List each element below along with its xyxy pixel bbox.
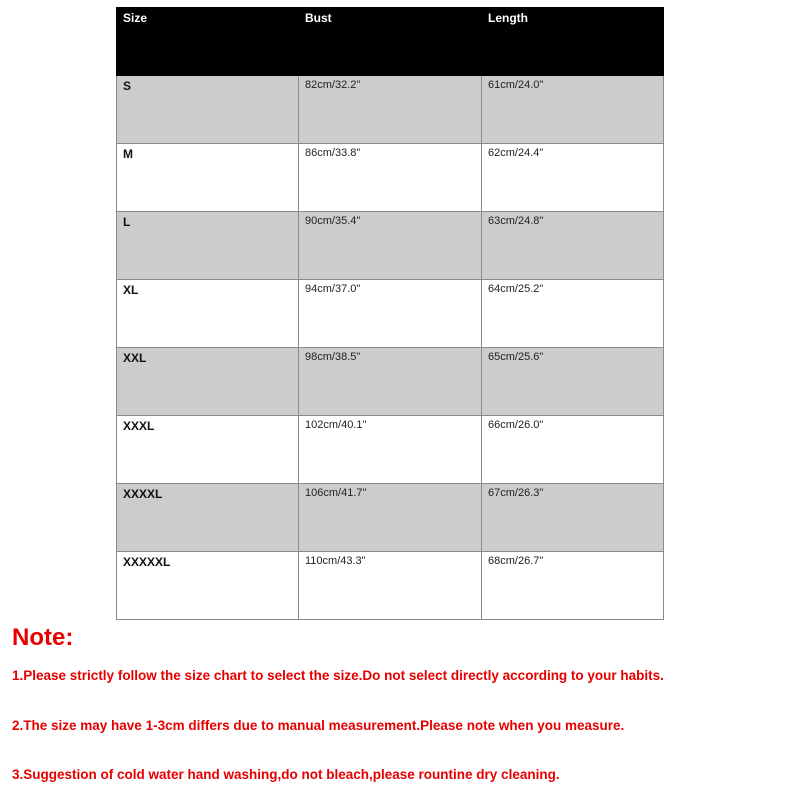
size-cell: XXXL	[117, 416, 299, 484]
size-cell: XXL	[117, 348, 299, 416]
length-cell: 61cm/24.0"	[482, 76, 664, 144]
bust-cell: 82cm/32.2"	[299, 76, 482, 144]
bust-cell: 86cm/33.8"	[299, 144, 482, 212]
table-row	[117, 484, 664, 552]
length-cell: 66cm/26.0"	[482, 416, 664, 484]
table-row	[117, 348, 664, 416]
header-size: Size	[117, 8, 299, 76]
length-cell: 68cm/26.7"	[482, 552, 664, 620]
size-cell: M	[117, 144, 299, 212]
size-cell: L	[117, 212, 299, 280]
bust-cell: 90cm/35.4"	[299, 212, 482, 280]
note-line-1: 1.Please strictly follow the size chart to select the size.Do not select directly according to your habits.	[12, 668, 664, 683]
header-row	[117, 8, 664, 76]
bust-cell: 102cm/40.1"	[299, 416, 482, 484]
size-cell: S	[117, 76, 299, 144]
size-chart-header	[117, 8, 664, 76]
table-row	[117, 144, 664, 212]
table-row	[117, 212, 664, 280]
bust-cell: 106cm/41.7"	[299, 484, 482, 552]
size-cell: XL	[117, 280, 299, 348]
header-length: Length	[482, 8, 664, 76]
length-cell: 64cm/25.2"	[482, 280, 664, 348]
length-cell: 65cm/25.6"	[482, 348, 664, 416]
length-cell: 62cm/24.4"	[482, 144, 664, 212]
note-title: Note:	[12, 624, 74, 651]
size-cell: XXXXL	[117, 484, 299, 552]
table-row	[117, 280, 664, 348]
table-row	[117, 76, 664, 144]
size-chart-table	[116, 7, 664, 620]
note-line-3: 3.Suggestion of cold water hand washing,do not bleach,please rountine dry cleaning.	[12, 767, 560, 782]
size-cell: XXXXXL	[117, 552, 299, 620]
size-chart-body	[117, 76, 664, 620]
table-row	[117, 552, 664, 620]
table-row	[117, 416, 664, 484]
bust-cell: 110cm/43.3"	[299, 552, 482, 620]
bust-cell: 98cm/38.5"	[299, 348, 482, 416]
length-cell: 67cm/26.3"	[482, 484, 664, 552]
header-bust: Bust	[299, 8, 482, 76]
length-cell: 63cm/24.8"	[482, 212, 664, 280]
bust-cell: 94cm/37.0"	[299, 280, 482, 348]
note-line-2: 2.The size may have 1-3cm differs due to manual measurement.Please note when you measure.	[12, 718, 625, 733]
